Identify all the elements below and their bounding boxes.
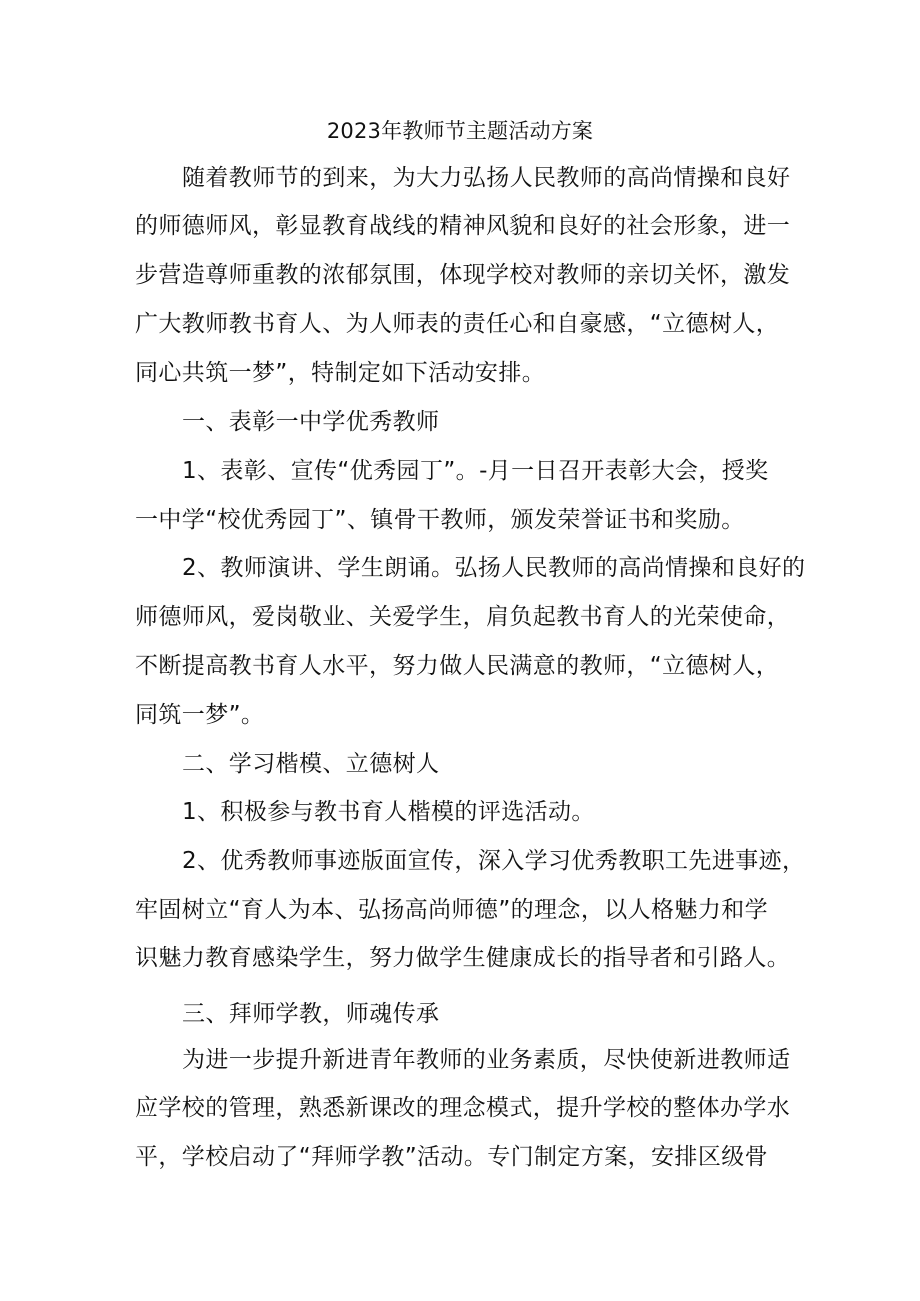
paragraph-line: 牢固树立“育人为本、弘扬高尚师德”的理念，以人格魅力和学 xyxy=(135,897,769,923)
paragraph-line: 应学校的管理，熟悉新课改的理念模式，提升学校的整体办学水 xyxy=(135,1095,791,1121)
paragraph-line: 2、教师演讲、学生朗诵。弘扬人民教师的高尚情操和良好的 xyxy=(182,555,806,581)
paragraph-line: 1、积极参与教书育人楷模的评选活动。 xyxy=(182,799,595,825)
document-title: 2023年教师节主题活动方案 xyxy=(326,119,594,143)
paragraph-line: 为进一步提升新进青年教师的业务素质，尽快使新进教师适 xyxy=(182,1047,791,1073)
paragraph-line: 不断提高教书育人水平，努力做人民满意的教师，“立德树人， xyxy=(135,653,780,679)
section-heading: 一、表彰一中学优秀教师 xyxy=(182,409,440,435)
section-heading: 三、拜师学教，师魂传承 xyxy=(182,1001,440,1027)
paragraph-line: 同筑一梦”。 xyxy=(135,702,265,728)
paragraph-line: 的师德师风，彰显教育战线的精神风貌和良好的社会形象，进一 xyxy=(135,213,791,239)
paragraph-line: 同心共筑一梦”，特制定如下活动安排。 xyxy=(135,360,546,386)
paragraph-line: 广大教师教书育人、为人师表的责任心和自豪感，“立德树人， xyxy=(135,311,780,337)
section-heading: 二、学习楷模、立德树人 xyxy=(182,751,440,777)
paragraph-line: 识魅力教育感染学生，努力做学生健康成长的指导者和引路人。 xyxy=(135,945,791,971)
paragraph-line: 平，学校启动了“拜师学教”活动。专门制定方案，安排区级骨 xyxy=(135,1144,769,1170)
paragraph-line: 步营造尊师重教的浓郁氛围，体现学校对教师的亲切关怀，激发 xyxy=(135,262,791,288)
paragraph-line: 1、表彰、宣传“优秀园丁”。-月一日召开表彰大会，授奖 xyxy=(182,458,769,484)
paragraph-line: 一中学“校优秀园丁”、镇骨干教师，颁发荣誉证书和奖励。 xyxy=(135,507,745,533)
paragraph-line: 2、优秀教师事迹版面宣传，深入学习优秀教职工先进事迹， xyxy=(182,848,806,874)
paragraph-line: 师德师风，爱岗敬业、关爱学生，肩负起教书育人的光荣使命， xyxy=(135,604,791,630)
paragraph-line: 随着教师节的到来，为大力弘扬人民教师的高尚情操和良好 xyxy=(182,165,791,191)
